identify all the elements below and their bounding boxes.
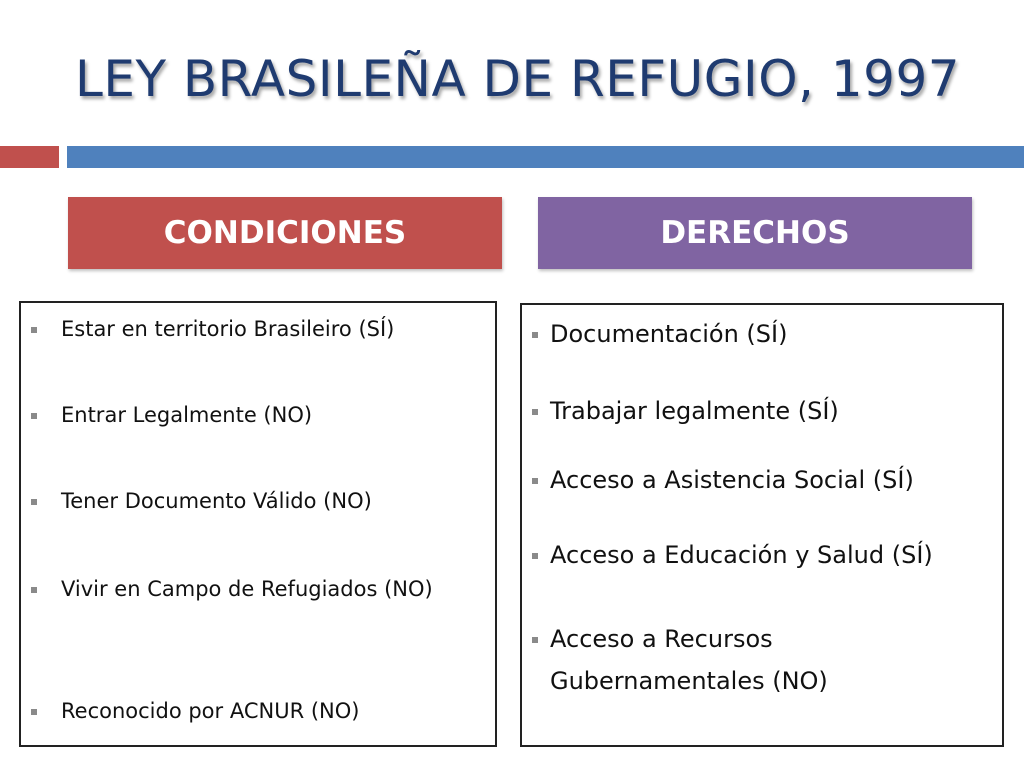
bullet-icon	[31, 413, 37, 419]
list-item-text: Entrar Legalmente (NO)	[61, 403, 313, 427]
list-item	[532, 459, 990, 501]
list-item	[31, 399, 483, 432]
list-item	[532, 534, 990, 576]
accent-bar-red	[0, 146, 59, 168]
bullet-icon	[31, 709, 37, 715]
derechos-header: DERECHOS	[538, 197, 972, 269]
accent-bar-blue	[67, 146, 1024, 168]
slide-title: LEY BRASILEÑA DE REFUGIO, 1997	[75, 50, 961, 108]
condiciones-list	[19, 301, 497, 747]
list-item-text: Estar en territorio Brasileiro (SÍ)	[61, 317, 395, 341]
list-item-text: Documentación (SÍ)	[550, 320, 788, 348]
list-item	[532, 313, 990, 355]
list-item	[532, 618, 882, 702]
list-item-text: Tener Documento Válido (NO)	[61, 489, 372, 513]
list-item-text: Acceso a Asistencia Social (SÍ)	[550, 466, 914, 494]
list-item-text: Vivir en Campo de Refugiados (NO)	[61, 577, 433, 601]
bullet-icon	[532, 332, 538, 338]
bullet-icon	[532, 553, 538, 559]
list-item-text: Trabajar legalmente (SÍ)	[550, 397, 839, 425]
bullet-icon	[31, 327, 37, 333]
bullet-icon	[532, 409, 538, 415]
list-item	[31, 695, 483, 728]
list-item	[31, 485, 483, 518]
bullet-icon	[31, 587, 37, 593]
list-item	[532, 390, 990, 432]
bullet-icon	[532, 478, 538, 484]
list-item-text: Acceso a Educación y Salud (SÍ)	[550, 541, 933, 569]
derechos-list	[520, 303, 1004, 747]
condiciones-header: CONDICIONES	[68, 197, 502, 269]
list-item	[31, 573, 455, 606]
bullet-icon	[31, 499, 37, 505]
list-item	[31, 313, 483, 346]
bullet-icon	[532, 637, 538, 643]
list-item-text: Acceso a Recursos Gubernamentales (NO)	[550, 625, 828, 695]
list-item-text: Reconocido por ACNUR (NO)	[61, 699, 360, 723]
